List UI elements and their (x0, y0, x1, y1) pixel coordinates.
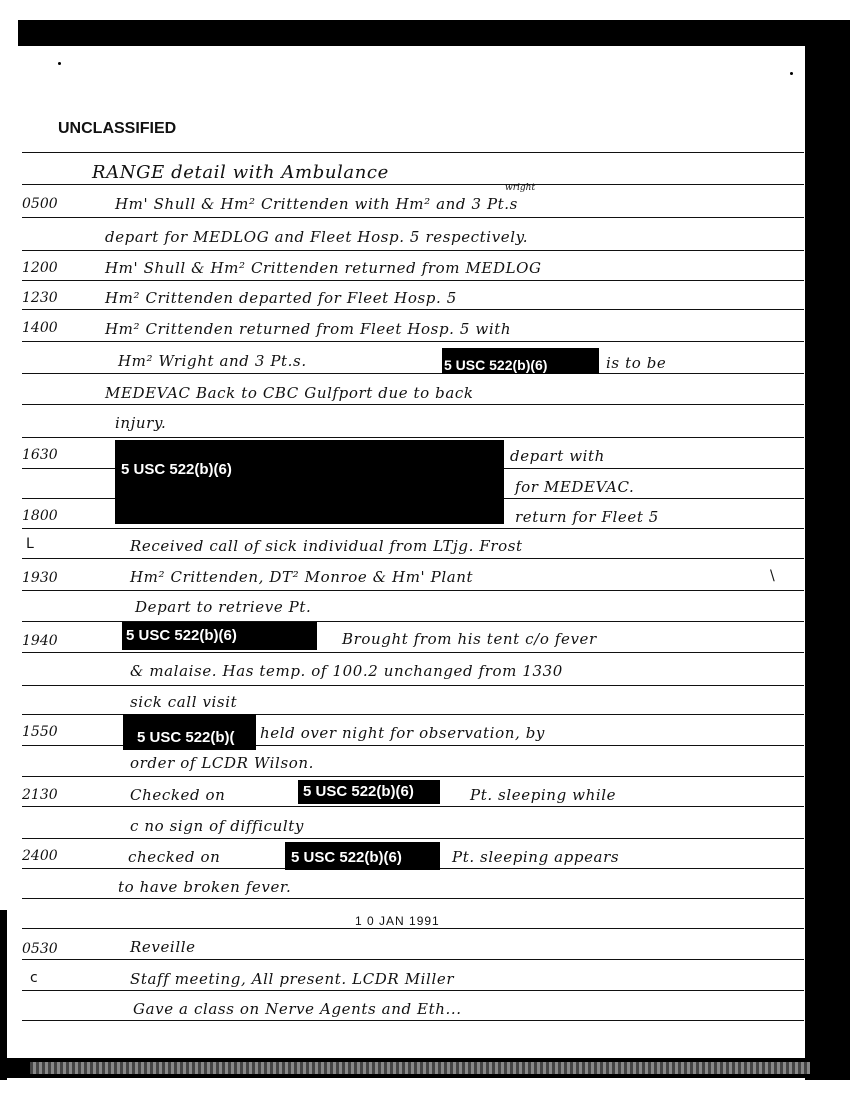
ruled-line (22, 990, 804, 991)
redaction-box: 5 USC 522(b)(6) (298, 780, 440, 804)
entry-line: depart with (510, 447, 605, 465)
superscript-note: wright (505, 183, 536, 193)
entry-line: Hm' Shull & Hm² Crittenden returned from MEDLOG (105, 259, 542, 277)
entry-time: 1200 (22, 260, 58, 276)
ruled-line (22, 341, 804, 342)
entry-line: Gave a class on Nerve Agents and Eth... (133, 1000, 462, 1018)
entry-line: Hm' Shull & Hm² Crittenden with Hm² and 3 Pt.s (115, 195, 518, 213)
ruled-line (22, 184, 804, 185)
ruled-line (22, 652, 804, 653)
margin-mark: \ (770, 568, 775, 584)
margin-mark: L (26, 536, 34, 552)
entry-time: 1800 (22, 508, 58, 524)
redaction-box: 5 USC 522(b)(6) (122, 622, 317, 650)
entry-line: Staff meeting, All present. LCDR Miller (130, 970, 455, 988)
entry-line: c no sign of difficulty (130, 817, 304, 835)
entry-line: Depart to retrieve Pt. (135, 598, 312, 616)
scan-noise (30, 1062, 810, 1074)
entry-line: MEDEVAC Back to CBC Gulfport due to back (105, 384, 474, 402)
ruled-line (22, 250, 804, 251)
ruled-line (22, 838, 804, 839)
entry-time: 1230 (22, 290, 58, 306)
entry-time: 0500 (22, 196, 58, 212)
entry-line: & malaise. Has temp. of 100.2 unchanged from 1330 (130, 662, 563, 680)
ruled-line (22, 959, 804, 960)
log-title: RANGE detail with Ambulance (92, 162, 389, 183)
entry-line: for MEDEVAC. (515, 478, 635, 496)
entry-line: held over night for observation, by (260, 724, 545, 742)
entry-line: Hm² Crittenden returned from Fleet Hosp. 5 with (105, 320, 512, 338)
ruled-line (22, 280, 804, 281)
ruled-line (22, 404, 804, 405)
ruled-line (22, 928, 804, 929)
entry-line: Checked on (130, 786, 226, 804)
date-stamp: 1 0 JAN 1991 (355, 914, 440, 928)
classification-header: UNCLASSIFIED (58, 120, 177, 137)
ruled-line (22, 776, 804, 777)
ruled-line (22, 152, 804, 153)
ruled-line (22, 685, 804, 686)
entry-time: 1930 (22, 570, 58, 586)
scan-top-edge (18, 20, 850, 46)
scan-left-edge (0, 910, 7, 1080)
ruled-line (22, 1020, 804, 1021)
entry-time: 0530 (22, 941, 58, 957)
scan-speck (58, 62, 61, 65)
redaction-box: 5 USC 522(b)(6) (115, 440, 504, 524)
scan-speck (790, 72, 793, 75)
ruled-line (22, 528, 804, 529)
ruled-line (22, 437, 804, 438)
entry-line: Pt. sleeping appears (452, 848, 620, 866)
ruled-line (22, 590, 804, 591)
ruled-line (22, 309, 804, 310)
entry-time: 1940 (22, 633, 58, 649)
entry-line: injury. (115, 414, 167, 432)
entry-line: return for Fleet 5 (515, 508, 659, 526)
entry-time: 1630 (22, 447, 58, 463)
redaction-box: 5 USC 522(b)(6) (285, 842, 440, 870)
entry-line: Pt. sleeping while (470, 786, 617, 804)
ruled-line (22, 558, 804, 559)
margin-mark: c (30, 970, 38, 986)
ruled-line (22, 217, 804, 218)
ruled-line (22, 806, 804, 807)
entry-line: Brought from his tent c/o fever (342, 630, 597, 648)
entry-time: 1550 (22, 724, 58, 740)
entry-time: 2400 (22, 848, 58, 864)
scan-right-edge (805, 20, 850, 1080)
entry-line: Received call of sick individual from LTjg. Frost (130, 537, 523, 555)
entry-line: sick call visit (130, 693, 238, 711)
entry-line: Hm² Wright and 3 Pt.s. (118, 352, 307, 370)
redaction-box: 5 USC 522(b)( (123, 714, 256, 750)
entry-line: Reveille (130, 938, 196, 956)
entry-time: 1400 (22, 320, 58, 336)
ruled-line (22, 898, 804, 899)
entry-line: to have broken fever. (118, 878, 292, 896)
entry-line: checked on (128, 848, 221, 866)
entry-line: Hm² Crittenden departed for Fleet Hosp. 5 (105, 289, 457, 307)
entry-time: 2130 (22, 787, 58, 803)
entry-line: depart for MEDLOG and Fleet Hosp. 5 respectively. (105, 228, 529, 246)
redaction-box: 5 USC 522(b)(6) (442, 348, 599, 374)
entry-line: is to be (606, 354, 667, 372)
entry-line: Hm² Crittenden, DT² Monroe & Hm' Plant (130, 568, 474, 586)
ruled-line (22, 373, 804, 374)
entry-line: order of LCDR Wilson. (130, 754, 315, 772)
